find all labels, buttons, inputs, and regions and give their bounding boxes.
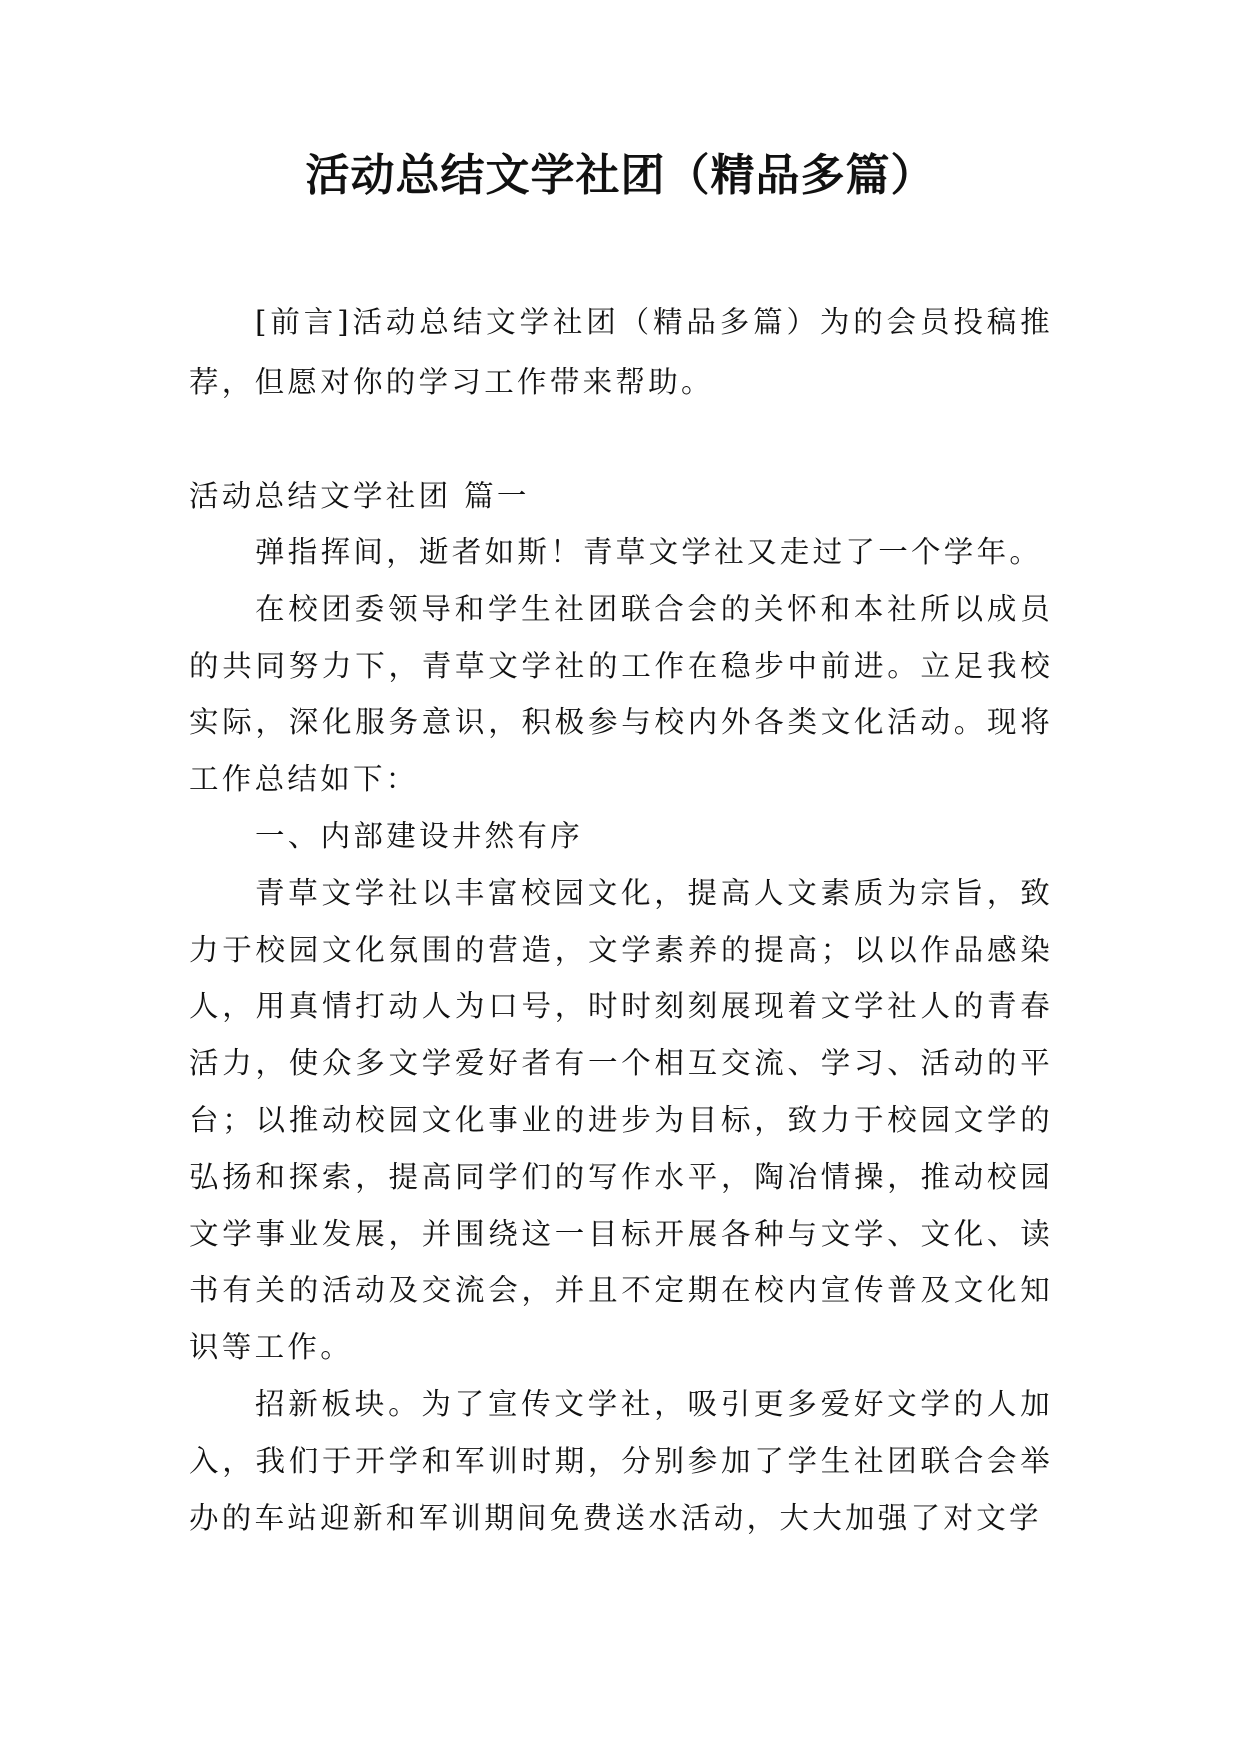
body-paragraph: 招新板块。为了宣传文学社，吸引更多爱好文学的人加入，我们于开学和军训时期，分别参加了学生社团联合会举办的车站迎新和军训期间免费送水活动，大大加强了对文学 xyxy=(189,1386,1053,1535)
preface-paragraph: [前言]活动总结文学社团（精品多篇）为的会员投稿推荐，但愿对你的学习工作带来帮助。 xyxy=(189,305,1053,399)
document-body xyxy=(189,524,1053,1546)
body-paragraph: 弹指挥间，逝者如斯！青草文学社又走过了一个学年。 xyxy=(255,535,1043,569)
subsection-heading: 一、内部建设井然有序 xyxy=(255,818,584,853)
section-heading: 活动总结文学社团 篇一 xyxy=(189,479,530,513)
body-paragraph: 在校团委领导和学生社团联合会的关怀和本社所以成员的共同努力下，青草文学社的工作在稳步中前进。立足我校实际，深化服务意识，积极参与校内外各类文化活动。现将工作总结如下： xyxy=(189,591,1053,797)
body-paragraph: 青草文学社以丰富校园文化，提高人文素质为宗旨，致力于校园文化氛围的营造，文学素养的提高；以以作品感染人，用真情打动人为口号，时时刻刻展现着文学社人的青春活力，使众多文学爱好者有一个相互交流、学习、活动的平台；以推动校园文化事业的进步为目标，致力于校园文学的弘扬和探索，提高同学们的写作水平，陶冶情操，推动校园文学事业发展，并围绕这一目标开展各种与文学、文化、读书有关的活动及交流会，并且不定期在校内宣传普及文化知识等工作。 xyxy=(189,875,1053,1365)
document-title: 活动总结文学社团（精品多篇） xyxy=(305,150,936,201)
